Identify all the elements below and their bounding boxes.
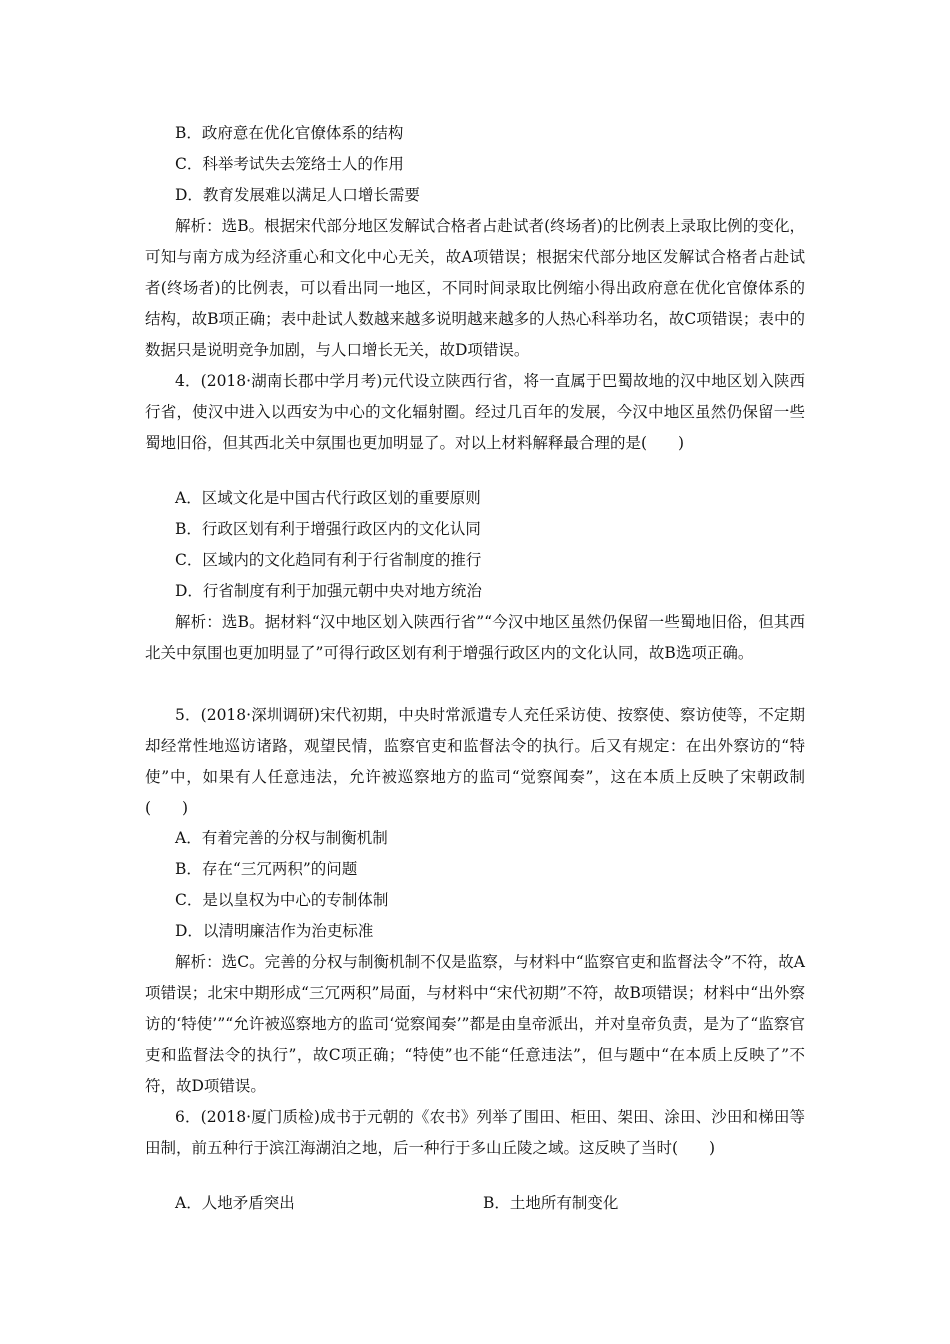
q6-stem: 6．(2018·厦门质检)成书于元朝的《农书》列举了围田、柜田、架田、涂田、沙田和梯田等田制，前五种行于滨江海湖泊之地，后一种行于多山丘陵之域。这反映了当时( ) — [145, 1108, 805, 1157]
q3-analysis: 解析：选B。根据宋代部分地区发解试合格者占赴试者(终场者)的比例表上录取比例的变化，可知与南方成为经济重心和文化中心无关，故A项错误；根据宋代部分地区发解试合格者占赴试者(终场者)的比例表，可以看出同一地区，不同时间录取比例缩小得出政府意在优化官僚体系的结构，故B项正确；表中赴试人数越来越多说明越来越多的人热心科举功名，故C项错误；表中的数据只是说明竞争加剧，与人口增长无关，故D项错误。 — [145, 217, 805, 359]
q4-option-c: C．区域内的文化趋同有利于行省制度的推行 — [175, 551, 482, 569]
q5-analysis: 解析：选C。完善的分权与制衡机制不仅是监察，与材料中“监察官吏和监督法令”不符，故A项错误；北宋中期形成“三冗两积”局面，与材料中“宋代初期”不符，故B项错误；材料中“出外察访的‘特使’”“允许被巡察地方的监司‘觉察闻奏’”都是由皇帝派出，并对皇帝负责，是为了“监察官吏和监督法令的执行”，故C项正确；“特使”也不能“任意违法”，但与题中“在本质上反映了”不符，故D项错误。 — [145, 953, 805, 1095]
q5-option-a: A．有着完善的分权与制衡机制 — [175, 829, 388, 847]
q6-option-a: A．人地矛盾突出 — [175, 1194, 295, 1212]
q4-option-b: B．行政区划有利于增强行政区内的文化认同 — [175, 520, 481, 538]
q5-stem: 5．(2018·深圳调研)宋代初期，中央时常派遣专人充任采访使、按察使、察访使等，不定期却经常性地巡访诸路，观望民情，监察官吏和监督法令的执行。后又有规定：在出外察访的“特使”中，如果有人任意违法，允许被巡察地方的监司“觉察闻奏”，这在本质上反映了宋朝政制( ) — [145, 706, 805, 817]
q3-option-d: D．教育发展难以满足人口增长需要 — [175, 186, 420, 204]
q5-option-b: B．存在“三冗两积”的问题 — [175, 860, 358, 878]
q6-options-row — [175, 1192, 815, 1214]
q4-option-a: A．区域文化是中国古代行政区划的重要原则 — [175, 489, 481, 507]
q4-analysis: 解析：选B。据材料“汉中地区划入陕西行省”“今汉中地区虽然仍保留一些蜀地旧俗，但其西北关中氛围也更加明显了”可得行政区划有利于增强行政区内的文化认同，故B选项正确。 — [145, 613, 805, 662]
q5-option-c: C．是以皇权为中心的专制体制 — [175, 891, 389, 909]
q6-option-b: B．土地所有制变化 — [483, 1194, 619, 1212]
q5-option-d: D．以清明廉洁作为治吏标准 — [175, 922, 374, 940]
q3-option-c: C．科举考试失去笼络士人的作用 — [175, 155, 404, 173]
q3-option-b: B．政府意在优化官僚体系的结构 — [175, 124, 404, 142]
q4-option-d: D．行省制度有利于加强元朝中央对地方统治 — [175, 582, 482, 600]
q4-stem: 4．(2018·湖南长郡中学月考)元代设立陕西行省，将一直属于巴蜀故地的汉中地区划入陕西行省，使汉中进入以西安为中心的文化辐射圈。经过几百年的发展，今汉中地区虽然仍保留一些蜀地旧俗，但其西北关中氛围也更加明显了。对以上材料解释最合理的是( ) — [145, 372, 805, 452]
